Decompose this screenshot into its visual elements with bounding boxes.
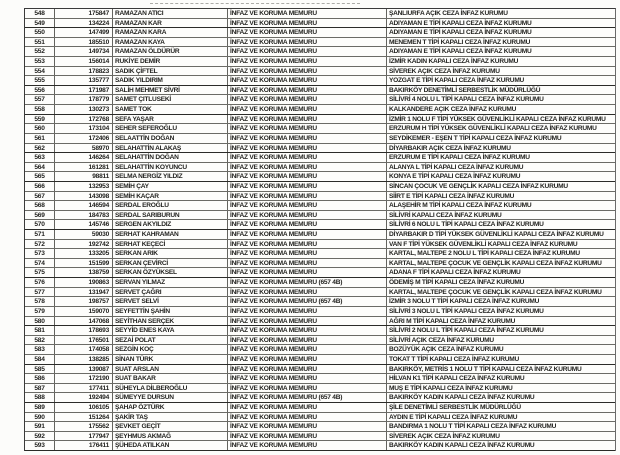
name-cell: ŞEYHMUS AKMAĞ — [113, 432, 228, 441]
row-number-cell: 586 — [25, 374, 55, 383]
title-cell: İNFAZ VE KORUMA MEMURU — [228, 163, 387, 172]
registry-number-cell: 172768 — [55, 115, 113, 124]
registry-number-cell: 190863 — [55, 278, 113, 287]
table-row — [25, 19, 615, 29]
name-cell: SÜMEYYE DURSUN — [113, 393, 228, 402]
institution-cell: SİLİVRİ KAPALI CEZA İNFAZ KURUMU — [389, 211, 502, 219]
institution-cell: KARTAL, MALTEPE ÇOCUK VE GENÇLİK KAPALI CEZA İNFAZ KURUMU — [389, 288, 602, 296]
registry-number-cell: 175847 — [55, 9, 113, 18]
row-number-cell: 570 — [25, 220, 55, 229]
institution-cell: SİLİVRİ 3 NOLU L TİPİ KAPALI CEZA İNFAZ KURUMU — [389, 307, 544, 315]
institution-cell: SİVEREK AÇIK CEZA İNFAZ KURUMU — [389, 432, 500, 440]
row-number-cell: 575 — [25, 268, 55, 277]
institution-cell: ŞANLIURFA AÇIK CEZA İNFAZ KURUMU — [389, 10, 508, 17]
name-cell: SERKAN ARIK — [113, 249, 228, 258]
name-cell: ŞAKİR TAŞ — [113, 413, 228, 422]
title-cell: İNFAZ VE KORUMA MEMURU — [228, 288, 387, 297]
name-cell: SEZGİN KOÇ — [113, 345, 228, 354]
title-cell: İNFAZ VE KORUMA MEMURU — [228, 134, 387, 143]
institution-cell: ADANA F TİPİ KAPALI CEZA İNFAZ KURUMU — [389, 269, 521, 277]
institution-cell: VAN F TİPİ YÜKSEK GÜVENLİKLİ KAPALI CEZA İNFAZ KURUMU — [389, 240, 578, 248]
row-number-cell: 556 — [25, 86, 55, 95]
institution-cell: AYDIN E TİPİ KAPALI CEZA İNFAZ KURUMU — [389, 413, 518, 421]
institution-cell: SİNCAN ÇOCUK VE GENÇLİK KAPALI CEZA İNFAZ KURUMU — [389, 182, 568, 190]
title-cell: İNFAZ VE KORUMA MEMURU (657 4B) — [228, 297, 387, 306]
table-row — [25, 47, 615, 57]
registry-number-cell: 133205 — [55, 249, 113, 258]
registry-number-cell: 139087 — [55, 365, 113, 374]
name-cell: SELMA NERGİZ YILDIZ — [113, 172, 228, 181]
name-cell: SAMET ÇITLUSEKİ — [113, 95, 228, 104]
registry-number-cell: 143098 — [55, 192, 113, 201]
name-cell: SERKAN ÇEVİRCİ — [113, 259, 228, 268]
institution-cell: ADIYAMAN E TİPİ KAPALI CEZA İNFAZ KURUMU — [389, 19, 532, 27]
table-row — [25, 413, 615, 423]
institution-cell: ÖDEMİŞ M TİPİ KAPALI CEZA İNFAZ KURUMU — [389, 279, 525, 287]
row-number-cell: 550 — [25, 28, 55, 37]
table-row — [25, 365, 615, 375]
name-cell: SALİH MEHMET SİVRİ — [113, 86, 228, 95]
institution-cell: AĞRI M TİPİ KAPALI CEZA İNFAZ KURUMU — [389, 317, 516, 325]
table-row — [25, 38, 615, 48]
name-cell: ŞAHAP ÖZTÜRK — [113, 403, 228, 412]
table-row — [25, 336, 615, 346]
row-number-cell: 549 — [25, 19, 55, 28]
name-cell: SELAHATTİN DOĞAN — [113, 153, 228, 162]
row-number-cell: 552 — [25, 47, 55, 56]
registry-number-cell: 171987 — [55, 86, 113, 95]
row-number-cell: 554 — [25, 67, 55, 76]
row-number-cell: 568 — [25, 201, 55, 210]
title-cell: İNFAZ VE KORUMA MEMURU — [228, 259, 387, 268]
row-number-cell: 564 — [25, 163, 55, 172]
title-cell: İNFAZ VE KORUMA MEMURU — [228, 19, 387, 28]
name-cell: SELAHATTİN ALAKAŞ — [113, 144, 228, 153]
name-cell: SAMET TOK — [113, 105, 228, 114]
row-number-cell: 581 — [25, 326, 55, 335]
row-number-cell: 551 — [25, 38, 55, 47]
table-row — [25, 153, 615, 163]
row-number-cell: 561 — [25, 134, 55, 143]
name-cell: SUAT BAKAR — [113, 374, 228, 383]
registry-number-cell: 58970 — [55, 144, 113, 153]
title-cell: İNFAZ VE KORUMA MEMURU — [228, 182, 387, 191]
row-number-cell: 555 — [25, 76, 55, 85]
title-cell: İNFAZ VE KORUMA MEMURU — [228, 86, 387, 95]
table-row — [25, 230, 615, 240]
table-row — [25, 201, 615, 211]
row-number-cell: 563 — [25, 153, 55, 162]
name-cell: ŞÜHEDA ATILKAN — [113, 441, 228, 450]
title-cell: İNFAZ VE KORUMA MEMURU — [228, 220, 387, 229]
registry-number-cell: 177947 — [55, 432, 113, 441]
registry-number-cell: 134224 — [55, 19, 113, 28]
table-row — [25, 355, 615, 365]
name-cell: RAMAZAN KAYA — [113, 38, 228, 47]
table-row — [25, 211, 615, 221]
table-row — [25, 220, 615, 230]
row-number-cell: 565 — [25, 172, 55, 181]
row-number-cell: 562 — [25, 144, 55, 153]
row-number-cell: 573 — [25, 249, 55, 258]
title-cell: İNFAZ VE KORUMA MEMURU — [228, 403, 387, 412]
institution-cell: ALAŞEHİR M TİPİ KAPALI CEZA İNFAZ KURUMU — [389, 202, 532, 210]
name-cell: SELAHATTİN KOYUNCU — [113, 163, 228, 172]
registry-number-cell: 178823 — [55, 67, 113, 76]
title-cell: İNFAZ VE KORUMA MEMURU — [228, 345, 387, 354]
institution-cell: BAKIRKÖY, METRİS 1 NOLU T TİPİ KAPALI CEZA İNFAZ KURUMU — [389, 365, 582, 373]
name-cell: SİNAN TÜRK — [113, 355, 228, 364]
title-cell: İNFAZ VE KORUMA MEMURU — [228, 28, 387, 37]
table-row — [25, 326, 615, 336]
institution-cell: DİYARBAKIR AÇIK CEZA İNFAZ KURUMU — [389, 144, 511, 152]
row-number-cell: 577 — [25, 288, 55, 297]
name-cell: SERVET ÇAĞRI — [113, 288, 228, 297]
title-cell: İNFAZ VE KORUMA MEMURU — [228, 307, 387, 316]
registry-number-cell: 172406 — [55, 134, 113, 143]
institution-cell: ERZURUM H TİPİ YÜKSEK GÜVENLİKLİ KAPALI CEZA İNFAZ KURUMU — [389, 125, 597, 133]
row-number-cell: 591 — [25, 422, 55, 431]
registry-number-cell: 131947 — [55, 288, 113, 297]
title-cell: İNFAZ VE KORUMA MEMURU — [228, 76, 387, 85]
registry-number-cell: 174058 — [55, 345, 113, 354]
table-row — [25, 192, 615, 202]
table-row — [25, 432, 615, 442]
row-number-cell: 578 — [25, 297, 55, 306]
name-cell: RAMAZAN KAR — [113, 19, 228, 28]
registry-number-cell: 138759 — [55, 268, 113, 277]
row-number-cell: 567 — [25, 192, 55, 201]
name-cell: SEZAİ POLAT — [113, 336, 228, 345]
table-row — [25, 374, 615, 384]
row-number-cell: 558 — [25, 105, 55, 114]
title-cell: İNFAZ VE KORUMA MEMURU — [228, 384, 387, 393]
institution-cell: SİLİVRİ AÇIK CEZA İNFAZ KURUMU — [389, 336, 494, 344]
registry-number-cell: 106105 — [55, 403, 113, 412]
title-cell: İNFAZ VE KORUMA MEMURU — [228, 413, 387, 422]
institution-cell: ALANYA L TİPİ KAPALI CEZA İNFAZ KURUMU — [389, 163, 524, 171]
institution-cell: TOKAT T TİPİ KAPALI CEZA İNFAZ KURUMU — [389, 355, 520, 363]
registry-number-cell: 178779 — [55, 95, 113, 104]
name-cell: SEYFETTİN ŞAHİN — [113, 307, 228, 316]
institution-cell: KARTAL, MALTEPE ÇOCUK VE GENÇLİK KAPALI CEZA İNFAZ KURUMU — [389, 259, 602, 267]
institution-cell: MUŞ E TİPİ KAPALI CEZA İNFAZ KURUMU — [389, 384, 513, 392]
registry-number-cell: 161281 — [55, 163, 113, 172]
name-cell: SERKAN ÖZYÜKSEL — [113, 268, 228, 277]
table-row — [25, 67, 615, 77]
institution-cell: BOZÜYÜK AÇIK CEZA İNFAZ KURUMU — [389, 346, 504, 354]
name-cell: SERVAN YILMAZ — [113, 278, 228, 287]
registry-number-cell: 147068 — [55, 317, 113, 326]
row-number-cell: 588 — [25, 393, 55, 402]
row-number-cell: 548 — [25, 9, 55, 18]
institution-cell: İZMİR 3 NOLU T TİPİ KAPALI CEZA İNFAZ KURUMU — [389, 298, 540, 306]
registry-number-cell: 192742 — [55, 240, 113, 249]
registry-number-cell: 138285 — [55, 355, 113, 364]
title-cell: İNFAZ VE KORUMA MEMURU — [228, 105, 387, 114]
name-cell: SERHAT KAHRAMAN — [113, 230, 228, 239]
table-row — [25, 240, 615, 250]
registry-number-cell: 151599 — [55, 259, 113, 268]
registry-number-cell: 159070 — [55, 307, 113, 316]
institution-cell: KALKANDERE AÇIK CEZA İNFAZ KURUMU — [389, 106, 517, 114]
title-cell: İNFAZ VE KORUMA MEMURU — [228, 249, 387, 258]
table-row — [25, 105, 615, 115]
registry-number-cell: 135777 — [55, 76, 113, 85]
registry-number-cell: 132953 — [55, 182, 113, 191]
registry-number-cell: 146264 — [55, 153, 113, 162]
row-number-cell: 571 — [25, 230, 55, 239]
institution-cell: SEYDİKEMER - EŞEN T TİPİ KAPALI CEZA İNFAZ KURUMU — [389, 134, 562, 142]
institution-cell: SİLİVRİ 6 NOLU L TİPİ KAPALI CEZA İNFAZ KURUMU — [389, 221, 544, 229]
institution-cell: İZMİR 1 NOLU F TİPİ YÜKSEK GÜVENLİKLİ KAPALI CEZA İNFAZ KURUMU — [389, 115, 606, 123]
title-cell: İNFAZ VE KORUMA MEMURU (657 4B) — [228, 393, 387, 402]
name-cell: SÜHEYLA DİLBEROĞLU — [113, 384, 228, 393]
institution-cell: SİLİVRİ 2 NOLU L TİPİ KAPALI CEZA İNFAZ KURUMU — [389, 327, 544, 335]
name-cell: SUAT ARSLAN — [113, 365, 228, 374]
institution-cell: MENEMEN T TİPİ KAPALI CEZA İNFAZ KURUMU — [389, 38, 531, 46]
registry-number-cell: 176501 — [55, 336, 113, 345]
title-cell: İNFAZ VE KORUMA MEMURU — [228, 192, 387, 201]
name-cell: RAMAZAN ATICI — [113, 9, 228, 18]
institution-cell: YOZGAT E TİPİ KAPALI CEZA İNFAZ KURUMU — [389, 77, 525, 85]
title-cell: İNFAZ VE KORUMA MEMURU — [228, 441, 387, 450]
registry-number-cell: 149734 — [55, 47, 113, 56]
title-cell: İNFAZ VE KORUMA MEMURU — [228, 230, 387, 239]
institution-cell: KARTAL, MALTEPE 2 NOLU L TİPİ KAPALI CEZA İNFAZ KURUMU — [389, 250, 580, 258]
title-cell: İNFAZ VE KORUMA MEMURU — [228, 201, 387, 210]
table-row — [25, 124, 615, 134]
name-cell: RAMAZAN ÖLDÜRÜR — [113, 47, 228, 56]
institution-cell: BAKIRKÖY KADIN KAPALI CEZA İNFAZ KURUMU — [389, 442, 535, 450]
table-row — [25, 28, 615, 38]
row-number-cell: 584 — [25, 355, 55, 364]
title-cell: İNFAZ VE KORUMA MEMURU — [228, 95, 387, 104]
registry-number-cell: 176411 — [55, 441, 113, 450]
table-row — [25, 297, 615, 307]
table-row — [25, 9, 615, 19]
table-row — [25, 307, 615, 317]
scan-artifact — [150, 3, 360, 4]
registry-number-cell: 130273 — [55, 105, 113, 114]
row-number-cell: 587 — [25, 384, 55, 393]
name-cell: SERDAL EROĞLU — [113, 201, 228, 210]
row-number-cell: 569 — [25, 211, 55, 220]
title-cell: İNFAZ VE KORUMA MEMURU — [228, 47, 387, 56]
row-number-cell: 592 — [25, 432, 55, 441]
table-row — [25, 317, 615, 327]
registry-number-cell: 172190 — [55, 374, 113, 383]
row-number-cell: 580 — [25, 317, 55, 326]
institution-cell: BAKIRKÖY KADIN KAPALI CEZA İNFAZ KURUMU — [389, 394, 535, 402]
row-number-cell: 572 — [25, 240, 55, 249]
institution-cell: ERZURUM E TİPİ KAPALI CEZA İNFAZ KURUMU — [389, 154, 530, 162]
table-row — [25, 57, 615, 67]
name-cell: SELAATTİN DOĞAN — [113, 134, 228, 143]
name-cell: SERVET SELVİ — [113, 297, 228, 306]
registry-number-cell: 146594 — [55, 201, 113, 210]
registry-number-cell: 175562 — [55, 422, 113, 431]
table-row — [25, 115, 615, 125]
registry-number-cell: 156014 — [55, 57, 113, 66]
title-cell: İNFAZ VE KORUMA MEMURU — [228, 67, 387, 76]
table-row — [25, 268, 615, 278]
row-number-cell: 574 — [25, 259, 55, 268]
registry-number-cell: 184783 — [55, 211, 113, 220]
table-row — [25, 86, 615, 96]
row-number-cell: 576 — [25, 278, 55, 287]
institution-cell: İZMİR KADIN KAPALI CEZA İNFAZ KURUMU — [389, 58, 519, 66]
name-cell: RAMAZAN KARA — [113, 28, 228, 37]
institution-cell: SİİRT E TİPİ KAPALI CEZA İNFAZ KURUMU — [389, 192, 515, 200]
table-row — [25, 163, 615, 173]
title-cell: İNFAZ VE KORUMA MEMURU (657 4B) — [228, 278, 387, 287]
row-number-cell: 589 — [25, 403, 55, 412]
row-number-cell: 579 — [25, 307, 55, 316]
title-cell: İNFAZ VE KORUMA MEMURU — [228, 124, 387, 133]
registry-number-cell: 145746 — [55, 220, 113, 229]
row-number-cell: 582 — [25, 336, 55, 345]
name-cell: SEFA YAŞAR — [113, 115, 228, 124]
row-number-cell: 566 — [25, 182, 55, 191]
table-row — [25, 259, 615, 269]
table-row — [25, 393, 615, 403]
table-row — [25, 144, 615, 154]
title-cell: İNFAZ VE KORUMA MEMURU — [228, 355, 387, 364]
registry-number-cell: 192494 — [55, 393, 113, 402]
institution-cell: DİYARBAKIR D TİPİ YÜKSEK GÜVENLİKLİ KAPALI CEZA İNFAZ KURUMU — [389, 231, 604, 239]
name-cell: SERDAL SARIBURUN — [113, 211, 228, 220]
row-number-cell: 560 — [25, 124, 55, 133]
name-cell: SEMİH KAÇAR — [113, 192, 228, 201]
row-number-cell: 593 — [25, 441, 55, 450]
institution-cell: KONYA E TİPİ KAPALI CEZA İNFAZ KURUMU — [389, 173, 521, 181]
institution-cell: ŞİLE DENETİMLİ SERBESTLİK MÜDÜRLÜĞÜ — [389, 403, 521, 411]
table-row — [25, 441, 615, 451]
title-cell: İNFAZ VE KORUMA MEMURU — [228, 153, 387, 162]
title-cell: İNFAZ VE KORUMA MEMURU — [228, 317, 387, 326]
name-cell: SADIK ÇİFTEL — [113, 67, 228, 76]
name-cell: SEYİTHAN SERÇEK — [113, 317, 228, 326]
title-cell: İNFAZ VE KORUMA MEMURU — [228, 432, 387, 441]
title-cell: İNFAZ VE KORUMA MEMURU — [228, 336, 387, 345]
personnel-table — [24, 8, 616, 451]
row-number-cell: 557 — [25, 95, 55, 104]
title-cell: İNFAZ VE KORUMA MEMURU — [228, 422, 387, 431]
registry-number-cell: 177411 — [55, 384, 113, 393]
name-cell: SERGEN AKYILDIZ — [113, 220, 228, 229]
name-cell: SEMİH ÇAY — [113, 182, 228, 191]
institution-cell: BAKIRKÖY DENETİMLİ SERBESTLİK MÜDÜRLÜĞÜ — [389, 86, 541, 94]
institution-cell: BANDIRMA 1 NOLU T TİPİ KAPALI CEZA İNFAZ KURUMU — [389, 423, 557, 431]
row-number-cell: 585 — [25, 365, 55, 374]
registry-number-cell: 173104 — [55, 124, 113, 133]
title-cell: İNFAZ VE KORUMA MEMURU — [228, 268, 387, 277]
institution-cell: SİVEREK AÇIK CEZA İNFAZ KURUMU — [389, 67, 500, 75]
registry-number-cell: 198757 — [55, 297, 113, 306]
table-row — [25, 95, 615, 105]
name-cell: SADIK YILDIRIM — [113, 76, 228, 85]
registry-number-cell: 147499 — [55, 28, 113, 37]
table-row — [25, 278, 615, 288]
registry-number-cell: 185510 — [55, 38, 113, 47]
table-row — [25, 76, 615, 86]
table-row — [25, 288, 615, 298]
title-cell: İNFAZ VE KORUMA MEMURU — [228, 38, 387, 47]
table-row — [25, 384, 615, 394]
table-row — [25, 422, 615, 432]
name-cell: RUKİYE DEMİR — [113, 57, 228, 66]
table-row — [25, 172, 615, 182]
name-cell: SERHAT KEÇECİ — [113, 240, 228, 249]
institution-cell: HİLVAN K1 TİPİ KAPALI CEZA İNFAZ KURUMU — [389, 375, 525, 383]
registry-number-cell: 59030 — [55, 230, 113, 239]
title-cell: İNFAZ VE KORUMA MEMURU — [228, 57, 387, 66]
table-row — [25, 403, 615, 413]
title-cell: İNFAZ VE KORUMA MEMURU — [228, 9, 387, 18]
institution-cell: ADIYAMAN E TİPİ KAPALI CEZA İNFAZ KURUMU — [389, 48, 532, 56]
table-row — [25, 249, 615, 259]
table-row — [25, 134, 615, 144]
table-row — [25, 182, 615, 192]
row-number-cell: 590 — [25, 413, 55, 422]
name-cell: ŞEVKET GEÇİT — [113, 422, 228, 431]
title-cell: İNFAZ VE KORUMA MEMURU — [228, 326, 387, 335]
registry-number-cell: 151264 — [55, 413, 113, 422]
title-cell: İNFAZ VE KORUMA MEMURU — [228, 374, 387, 383]
title-cell: İNFAZ VE KORUMA MEMURU — [228, 365, 387, 374]
table-row — [25, 345, 615, 355]
row-number-cell: 553 — [25, 57, 55, 66]
title-cell: İNFAZ VE KORUMA MEMURU — [228, 240, 387, 249]
row-number-cell: 583 — [25, 345, 55, 354]
registry-number-cell: 98811 — [55, 172, 113, 181]
title-cell: İNFAZ VE KORUMA MEMURU — [228, 115, 387, 124]
name-cell: SEYYİD ENES KAYA — [113, 326, 228, 335]
title-cell: İNFAZ VE KORUMA MEMURU — [228, 211, 387, 220]
institution-cell: ADIYAMAN E TİPİ KAPALI CEZA İNFAZ KURUMU — [389, 29, 532, 37]
registry-number-cell: 178693 — [55, 326, 113, 335]
institution-cell: SİLİVRİ 4 NOLU L TİPİ KAPALI CEZA İNFAZ KURUMU — [389, 96, 544, 104]
name-cell: SEHER SEFEROĞLU — [113, 124, 228, 133]
row-number-cell: 559 — [25, 115, 55, 124]
title-cell: İNFAZ VE KORUMA MEMURU — [228, 172, 387, 181]
title-cell: İNFAZ VE KORUMA MEMURU — [228, 144, 387, 153]
